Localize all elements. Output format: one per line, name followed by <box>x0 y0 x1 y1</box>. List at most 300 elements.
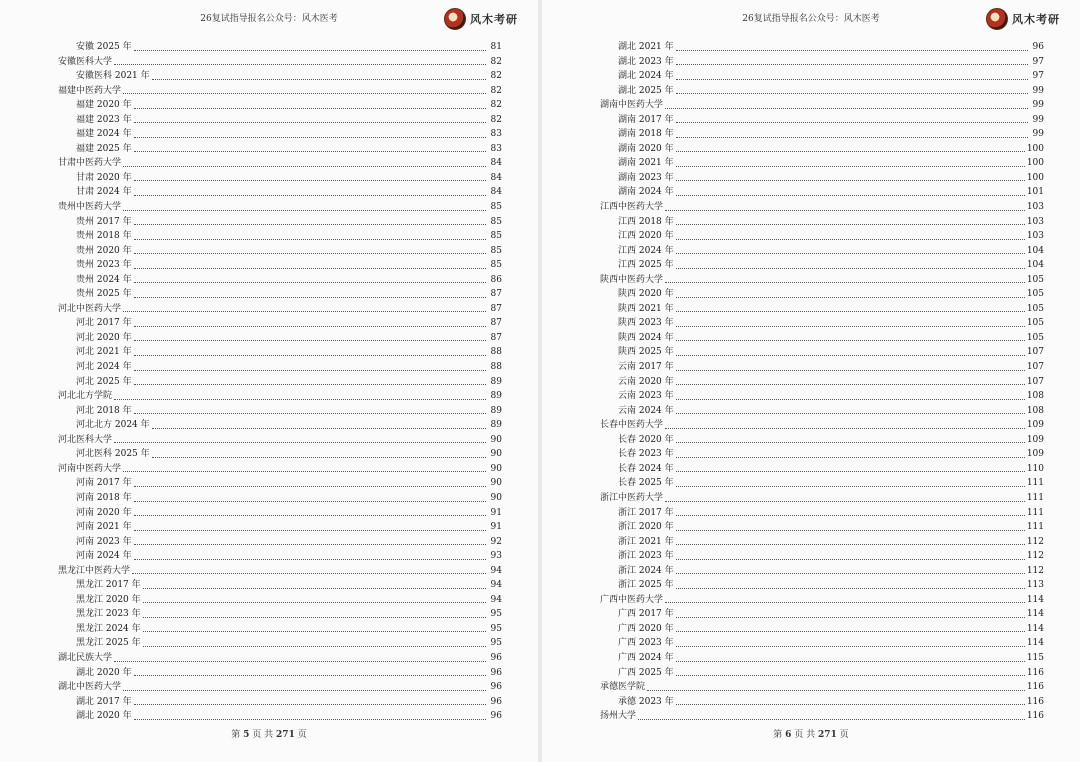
toc-entry-title: 河北 2017 年 <box>76 318 132 329</box>
dot-leader <box>152 78 486 80</box>
dot-leader <box>114 398 486 400</box>
dot-leader <box>134 296 486 298</box>
toc-section-entry[interactable] <box>600 98 1044 113</box>
toc-section-entry[interactable] <box>600 200 1044 215</box>
dot-leader <box>676 179 1025 181</box>
toc-entry-page: 109 <box>1026 449 1044 460</box>
toc-section-entry[interactable] <box>58 680 502 695</box>
toc-entry-page: 104 <box>1026 245 1044 256</box>
dot-leader <box>134 49 486 51</box>
toc-subentry[interactable] <box>600 40 1044 55</box>
toc-entry-title: 河南 2020 年 <box>76 507 132 518</box>
toc-entry-title: 河北 2021 年 <box>76 347 132 358</box>
toc-entry-title: 河北 2018 年 <box>76 405 132 416</box>
dot-leader <box>134 150 486 152</box>
toc-entry-page: 112 <box>1026 551 1044 562</box>
toc-entry-title: 河北北方 2024 年 <box>76 420 150 431</box>
toc-entry-page: 84 <box>490 172 502 183</box>
dot-leader <box>134 485 486 487</box>
dot-leader <box>152 456 486 458</box>
dot-leader <box>114 63 486 65</box>
toc-entry-title: 贵州 2024 年 <box>76 274 132 285</box>
dot-leader <box>676 252 1025 254</box>
toc-entry-title: 黑龙江 2023 年 <box>76 609 141 620</box>
toc-subentry[interactable] <box>600 127 1044 142</box>
footer-suffix: 页 <box>297 730 307 740</box>
toc-subentry[interactable] <box>58 171 502 186</box>
toc-section-entry[interactable] <box>58 651 502 666</box>
toc-section-entry[interactable] <box>58 200 502 215</box>
toc-entry-page: 99 <box>1032 100 1044 111</box>
toc-subentry[interactable] <box>600 506 1044 521</box>
dot-leader <box>665 500 1025 502</box>
toc-section-entry[interactable] <box>600 680 1044 695</box>
logo-emblem-icon <box>444 8 466 30</box>
toc-subentry[interactable] <box>600 331 1044 346</box>
toc-subentry[interactable] <box>58 491 502 506</box>
toc-subentry[interactable] <box>58 142 502 157</box>
toc-entry-page: 115 <box>1026 652 1044 663</box>
dot-leader <box>676 63 1028 65</box>
toc-subentry[interactable] <box>600 156 1044 171</box>
toc-entry-title: 贵州 2020 年 <box>76 245 132 256</box>
toc-subentry[interactable] <box>58 404 502 419</box>
toc-section-entry[interactable] <box>58 433 502 448</box>
toc-entry-page: 82 <box>490 85 502 96</box>
dot-leader <box>134 281 486 283</box>
toc-entry-page: 89 <box>490 420 502 431</box>
toc-subentry[interactable] <box>58 549 502 564</box>
dot-leader <box>134 267 486 269</box>
toc-subentry[interactable] <box>58 447 502 462</box>
dot-leader <box>143 616 486 618</box>
toc-entry-page: 97 <box>1032 56 1044 67</box>
toc-subentry[interactable] <box>58 535 502 550</box>
toc-entry-page: 107 <box>1026 347 1044 358</box>
page-header: 26复试指导报名公众号：风木医考 <box>742 14 880 24</box>
toc-subentry[interactable] <box>600 447 1044 462</box>
dot-leader <box>676 529 1025 531</box>
toc-entry-page: 105 <box>1026 318 1044 329</box>
toc-entry-title: 广西 2017 年 <box>618 609 674 620</box>
toc-entry-title: 湖北 2017 年 <box>76 696 132 707</box>
toc-entry-title: 河北 2020 年 <box>76 332 132 343</box>
toc-entry-title: 黑龙江 2020 年 <box>76 594 141 605</box>
toc-entry-title: 云南 2024 年 <box>618 405 674 416</box>
dot-leader <box>676 456 1025 458</box>
toc-entry-page: 90 <box>490 434 502 445</box>
toc-entry-page: 82 <box>490 100 502 111</box>
toc-section-entry[interactable] <box>58 564 502 579</box>
toc-entry-page: 104 <box>1026 260 1044 271</box>
dot-leader <box>676 325 1025 327</box>
toc-entry-page: 113 <box>1026 580 1044 591</box>
toc-subentry[interactable] <box>600 622 1044 637</box>
toc-subentry[interactable] <box>600 215 1044 230</box>
toc-subentry[interactable] <box>58 709 502 724</box>
dot-leader <box>134 718 486 720</box>
dot-leader <box>143 630 486 632</box>
toc-section-entry[interactable] <box>58 302 502 317</box>
dot-leader <box>123 209 486 211</box>
toc-subentry[interactable] <box>600 84 1044 99</box>
toc-entry-title: 湖北 2025 年 <box>618 85 674 96</box>
toc-entry-title: 黑龙江中医药大学 <box>58 565 131 576</box>
toc-subentry[interactable] <box>600 171 1044 186</box>
dot-leader <box>676 485 1025 487</box>
toc-section-entry[interactable] <box>58 84 502 99</box>
toc-entry-page: 96 <box>490 711 502 722</box>
toc-entry-title: 长春 2023 年 <box>618 449 674 460</box>
dot-leader <box>676 587 1025 589</box>
table-of-contents <box>600 40 1044 724</box>
toc-subentry[interactable] <box>58 506 502 521</box>
toc-subentry[interactable] <box>58 607 502 622</box>
toc-entry-page: 99 <box>1032 85 1044 96</box>
dot-leader <box>114 660 486 662</box>
toc-section-entry[interactable] <box>600 418 1044 433</box>
toc-subentry[interactable] <box>600 375 1044 390</box>
toc-entry-page: 103 <box>1026 202 1044 213</box>
toc-subentry[interactable] <box>600 666 1044 681</box>
toc-entry-title: 湖南中医药大学 <box>600 100 664 111</box>
toc-entry-title: 陕西 2023 年 <box>618 318 674 329</box>
toc-subentry[interactable] <box>600 113 1044 128</box>
toc-entry-title: 浙江 2025 年 <box>618 580 674 591</box>
toc-entry-title: 福建 2025 年 <box>76 143 132 154</box>
dot-leader <box>143 645 486 647</box>
footer-page-number: 6 <box>785 730 792 740</box>
toc-entry-page: 85 <box>490 260 502 271</box>
dot-leader <box>676 441 1025 443</box>
toc-entry-title: 云南 2023 年 <box>618 391 674 402</box>
toc-entry-page: 100 <box>1026 158 1044 169</box>
toc-entry-page: 92 <box>490 536 502 547</box>
dot-leader <box>676 383 1025 385</box>
toc-entry-title: 湖北 2020 年 <box>76 667 132 678</box>
toc-entry-title: 湖南 2024 年 <box>618 187 674 198</box>
toc-entry-title: 陕西 2020 年 <box>618 289 674 300</box>
toc-entry-title: 江西 2018 年 <box>618 216 674 227</box>
toc-subentry[interactable] <box>58 418 502 433</box>
toc-entry-title: 湖南 2017 年 <box>618 114 674 125</box>
toc-entry-title: 湖南 2023 年 <box>618 172 674 183</box>
toc-subentry[interactable] <box>58 666 502 681</box>
toc-subentry[interactable] <box>58 695 502 710</box>
toc-entry-page: 108 <box>1026 405 1044 416</box>
dot-leader <box>676 703 1025 705</box>
toc-subentry[interactable] <box>600 549 1044 564</box>
toc-entry-page: 85 <box>490 216 502 227</box>
toc-entry-page: 87 <box>490 332 502 343</box>
toc-entry-title: 扬州大学 <box>600 711 637 722</box>
toc-entry-title: 承德 2023 年 <box>618 696 674 707</box>
toc-entry-title: 广西 2024 年 <box>618 652 674 663</box>
toc-entry-page: 90 <box>490 449 502 460</box>
toc-entry-title: 浙江 2017 年 <box>618 507 674 518</box>
toc-entry-title: 河南中医药大学 <box>58 463 122 474</box>
toc-subentry[interactable] <box>600 535 1044 550</box>
toc-entry-page: 84 <box>490 187 502 198</box>
toc-entry-title: 湖北民族大学 <box>58 652 113 663</box>
toc-entry-title: 长春 2024 年 <box>618 463 674 474</box>
footer-total-pages: 271 <box>818 730 837 740</box>
toc-entry-title: 江西中医药大学 <box>600 202 664 213</box>
toc-entry-title: 浙江 2024 年 <box>618 565 674 576</box>
toc-entry-title: 长春中医药大学 <box>600 420 664 431</box>
toc-entry-title: 安徽 2025 年 <box>76 42 132 52</box>
dot-leader <box>676 369 1025 371</box>
toc-entry-page: 81 <box>490 42 502 52</box>
dot-leader <box>676 238 1025 240</box>
toc-subentry[interactable] <box>600 607 1044 622</box>
toc-subentry[interactable] <box>600 695 1044 710</box>
dot-leader <box>676 572 1025 574</box>
toc-subentry[interactable] <box>58 520 502 535</box>
toc-entry-page: 112 <box>1026 565 1044 576</box>
dot-leader <box>676 558 1025 560</box>
toc-entry-page: 107 <box>1026 362 1044 373</box>
dot-leader <box>134 223 486 225</box>
dot-leader <box>676 470 1025 472</box>
toc-entry-page: 90 <box>490 478 502 489</box>
toc-subentry[interactable] <box>600 185 1044 200</box>
toc-entry-page: 109 <box>1026 434 1044 445</box>
toc-entry-page: 100 <box>1026 143 1044 154</box>
toc-entry-page: 85 <box>490 245 502 256</box>
toc-subentry[interactable] <box>58 476 502 491</box>
toc-entry-page: 107 <box>1026 376 1044 387</box>
toc-entry-page: 103 <box>1026 216 1044 227</box>
toc-subentry[interactable] <box>58 345 502 360</box>
toc-subentry[interactable] <box>600 360 1044 375</box>
dot-leader <box>134 179 486 181</box>
toc-subentry[interactable] <box>58 316 502 331</box>
toc-entry-title: 福建 2020 年 <box>76 100 132 111</box>
toc-entry-title: 广西 2020 年 <box>618 623 674 634</box>
toc-entry-page: 116 <box>1026 682 1044 693</box>
toc-entry-page: 94 <box>490 565 502 576</box>
toc-entry-page: 96 <box>490 652 502 663</box>
toc-entry-page: 95 <box>490 638 502 649</box>
toc-entry-page: 96 <box>490 682 502 693</box>
dot-leader <box>676 136 1028 138</box>
dot-leader <box>134 514 486 516</box>
toc-subentry[interactable] <box>58 593 502 608</box>
toc-entry-page: 86 <box>490 274 502 285</box>
page-footer <box>542 727 1080 740</box>
toc-entry-page: 97 <box>1032 71 1044 82</box>
toc-subentry[interactable] <box>58 69 502 84</box>
toc-entry-page: 83 <box>490 143 502 154</box>
toc-entry-page: 94 <box>490 580 502 591</box>
toc-entry-title: 河南 2018 年 <box>76 492 132 503</box>
toc-entry-title: 湖北 2023 年 <box>618 56 674 67</box>
toc-entry-title: 陕西中医药大学 <box>600 274 664 285</box>
toc-entry-page: 114 <box>1026 623 1044 634</box>
dot-leader <box>134 383 486 385</box>
toc-subentry[interactable] <box>600 389 1044 404</box>
toc-entry-title: 甘肃 2024 年 <box>76 187 132 198</box>
dot-leader <box>123 165 486 167</box>
dot-leader <box>134 558 486 560</box>
dot-leader <box>134 412 486 414</box>
toc-entry-page: 87 <box>490 289 502 300</box>
toc-section-entry[interactable] <box>600 273 1044 288</box>
toc-subentry[interactable] <box>58 127 502 142</box>
toc-entry-title: 黑龙江 2025 年 <box>76 638 141 649</box>
toc-entry-page: 82 <box>490 56 502 67</box>
toc-entry-title: 云南 2017 年 <box>618 362 674 373</box>
toc-subentry[interactable] <box>600 651 1044 666</box>
dot-leader <box>152 427 486 429</box>
toc-subentry[interactable] <box>600 636 1044 651</box>
toc-entry-page: 83 <box>490 129 502 140</box>
toc-entry-title: 河北 2024 年 <box>76 362 132 373</box>
toc-entry-title: 贵州 2017 年 <box>76 216 132 227</box>
dot-leader <box>665 601 1025 603</box>
dot-leader <box>676 339 1025 341</box>
toc-subentry[interactable] <box>58 578 502 593</box>
page-header: 26复试指导报名公众号：风木医考 <box>200 14 338 24</box>
toc-subentry[interactable] <box>600 316 1044 331</box>
toc-entry-title: 江西 2020 年 <box>618 231 674 242</box>
toc-entry-page: 116 <box>1026 667 1044 678</box>
toc-entry-title: 河北中医药大学 <box>58 303 122 314</box>
dot-leader <box>676 296 1025 298</box>
toc-section-entry[interactable] <box>600 491 1044 506</box>
toc-entry-page: 95 <box>490 623 502 634</box>
dot-leader <box>123 689 486 691</box>
toc-entry-page: 116 <box>1026 711 1044 722</box>
toc-section-entry[interactable] <box>600 593 1044 608</box>
dot-leader <box>676 616 1025 618</box>
toc-entry-title: 江西 2024 年 <box>618 245 674 256</box>
toc-subentry[interactable] <box>600 564 1044 579</box>
page-6 <box>542 0 1080 762</box>
toc-entry-page: 103 <box>1026 231 1044 242</box>
toc-subentry[interactable] <box>600 462 1044 477</box>
toc-subentry[interactable] <box>58 185 502 200</box>
toc-entry-page: 111 <box>1026 492 1044 503</box>
dot-leader <box>676 49 1028 51</box>
toc-section-entry[interactable] <box>58 389 502 404</box>
toc-subentry[interactable] <box>600 520 1044 535</box>
toc-subentry[interactable] <box>58 331 502 346</box>
dot-leader <box>676 630 1025 632</box>
toc-entry-page: 114 <box>1026 594 1044 605</box>
toc-subentry[interactable] <box>58 287 502 302</box>
toc-entry-page: 114 <box>1026 638 1044 649</box>
toc-entry-title: 浙江中医药大学 <box>600 492 664 503</box>
toc-entry-page: 108 <box>1026 391 1044 402</box>
toc-entry-title: 甘肃 2020 年 <box>76 172 132 183</box>
dot-leader <box>134 136 486 138</box>
toc-entry-page: 85 <box>490 231 502 242</box>
toc-subentry[interactable] <box>600 258 1044 273</box>
toc-subentry[interactable] <box>600 287 1044 302</box>
toc-entry-page: 89 <box>490 376 502 387</box>
toc-entry-title: 河北 2025 年 <box>76 376 132 387</box>
toc-section-entry[interactable] <box>58 462 502 477</box>
dot-leader <box>143 587 486 589</box>
toc-subentry[interactable] <box>58 244 502 259</box>
dot-leader <box>134 339 486 341</box>
dot-leader <box>665 209 1025 211</box>
toc-subentry[interactable] <box>58 375 502 390</box>
dot-leader <box>676 398 1025 400</box>
dot-leader <box>134 194 486 196</box>
toc-entry-title: 湖北中医药大学 <box>58 682 122 693</box>
toc-subentry[interactable] <box>600 433 1044 448</box>
toc-subentry[interactable] <box>58 273 502 288</box>
toc-entry-title: 云南 2020 年 <box>618 376 674 387</box>
table-of-contents <box>58 40 502 724</box>
dot-leader <box>676 354 1025 356</box>
toc-subentry[interactable] <box>600 69 1044 84</box>
toc-subentry[interactable] <box>600 476 1044 491</box>
toc-entry-title: 江西 2025 年 <box>618 260 674 271</box>
toc-subentry[interactable] <box>58 98 502 113</box>
toc-entry-title: 黑龙江 2024 年 <box>76 623 141 634</box>
toc-entry-title: 浙江 2023 年 <box>618 551 674 562</box>
toc-entry-page: 94 <box>490 594 502 605</box>
dot-leader <box>638 718 1025 720</box>
toc-subentry[interactable] <box>58 113 502 128</box>
toc-subentry[interactable] <box>58 360 502 375</box>
toc-section-entry[interactable] <box>58 156 502 171</box>
toc-subentry[interactable] <box>600 302 1044 317</box>
toc-entry-page: 111 <box>1026 478 1044 489</box>
toc-section-entry[interactable] <box>600 709 1044 724</box>
toc-entry-title: 湖北 2024 年 <box>618 71 674 82</box>
toc-entry-page: 105 <box>1026 289 1044 300</box>
toc-entry-title: 湖南 2021 年 <box>618 158 674 169</box>
dot-leader <box>676 543 1025 545</box>
toc-subentry[interactable] <box>600 55 1044 70</box>
footer-total-pages: 271 <box>276 730 295 740</box>
dot-leader <box>132 572 486 574</box>
dot-leader <box>123 470 486 472</box>
toc-subentry[interactable] <box>58 40 502 55</box>
toc-entry-title: 贵州 2025 年 <box>76 289 132 300</box>
toc-subentry[interactable] <box>600 244 1044 259</box>
toc-entry-page: 95 <box>490 609 502 620</box>
toc-subentry[interactable] <box>600 142 1044 157</box>
toc-subentry[interactable] <box>600 345 1044 360</box>
toc-subentry[interactable] <box>58 258 502 273</box>
dot-leader <box>676 645 1025 647</box>
toc-subentry[interactable] <box>600 229 1044 244</box>
toc-subentry[interactable] <box>58 636 502 651</box>
toc-section-entry[interactable] <box>58 55 502 70</box>
toc-entry-page: 114 <box>1026 609 1044 620</box>
toc-entry-page: 111 <box>1026 507 1044 518</box>
toc-subentry[interactable] <box>58 622 502 637</box>
toc-subentry[interactable] <box>58 215 502 230</box>
toc-subentry[interactable] <box>58 229 502 244</box>
toc-entry-title: 湖南 2018 年 <box>618 129 674 140</box>
toc-entry-title: 福建中医药大学 <box>58 85 122 96</box>
toc-subentry[interactable] <box>600 578 1044 593</box>
toc-subentry[interactable] <box>600 404 1044 419</box>
dot-leader <box>134 252 486 254</box>
dot-leader <box>134 674 486 676</box>
dot-leader <box>665 281 1025 283</box>
toc-entry-page: 90 <box>490 463 502 474</box>
dot-leader <box>134 238 486 240</box>
dot-leader <box>676 121 1028 123</box>
